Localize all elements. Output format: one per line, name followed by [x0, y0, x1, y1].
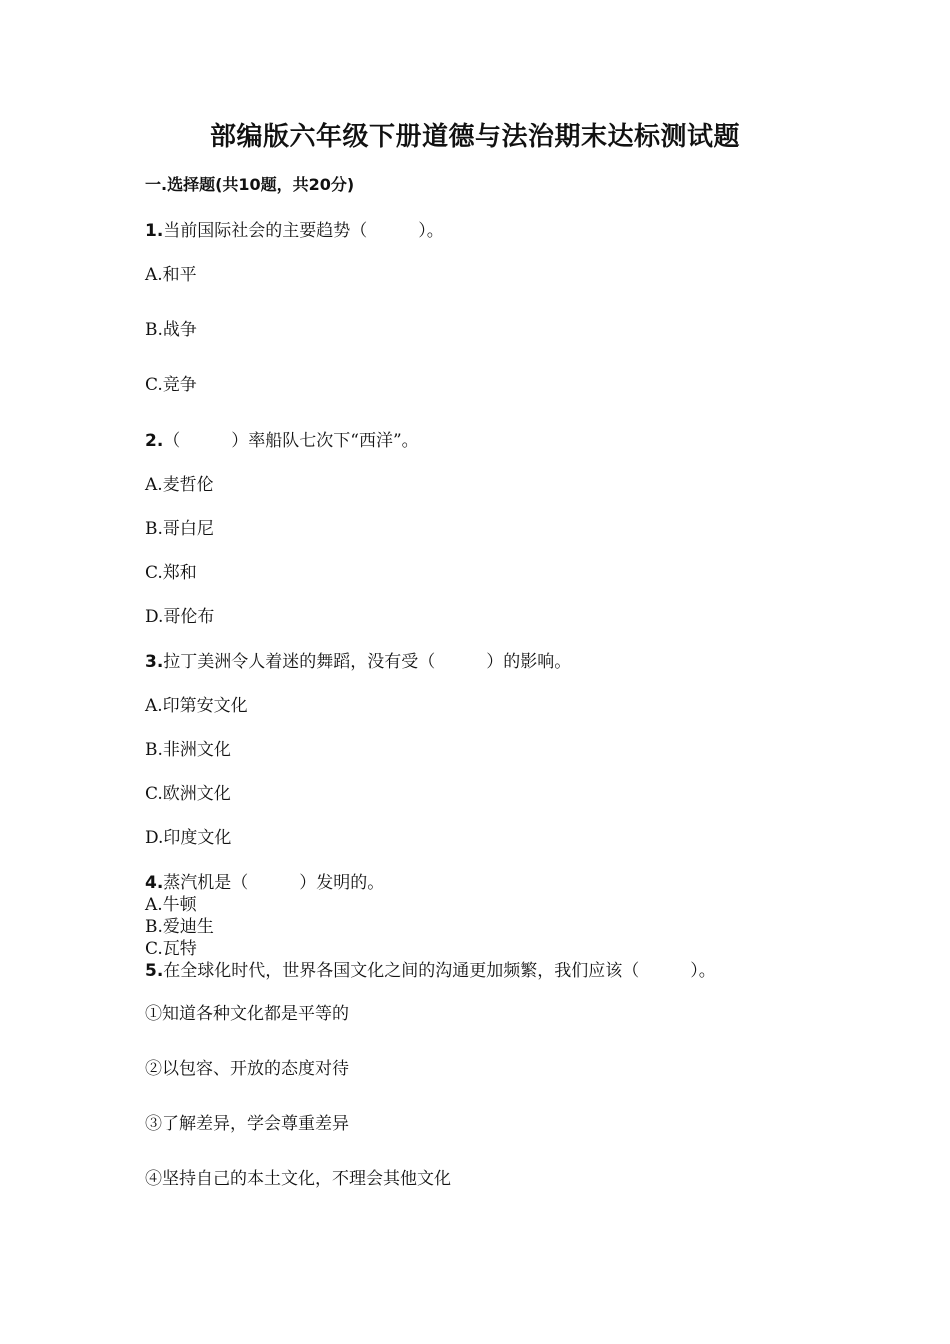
question-number: 3.: [145, 652, 164, 672]
option-a: A.牛顿: [145, 895, 197, 915]
option-c: C.瓦特: [145, 939, 197, 959]
option-a: A.印第安文化: [145, 696, 248, 716]
question-number: 5.: [145, 961, 164, 981]
question-text: 蒸汽机是（ ）发明的。: [163, 873, 385, 893]
option-a: A.麦哲伦: [145, 475, 214, 495]
question-text: （ ）率船队七次下“西洋”。: [163, 431, 419, 451]
option-d: D.印度文化: [145, 828, 232, 848]
option-d: D.哥伦布: [145, 607, 215, 627]
page-title: 部编版六年级下册道德与法治期末达标测试题: [209, 122, 740, 152]
question-5: [145, 956, 716, 981]
question-text: 当前国际社会的主要趋势（ ）。: [163, 221, 444, 241]
option-b: B.非洲文化: [145, 740, 231, 760]
option-b: B.哥白尼: [145, 519, 214, 539]
question-3: [145, 647, 571, 672]
question-number: 2.: [145, 431, 164, 451]
option-c: C.欧洲文化: [145, 784, 231, 804]
statement-4: ④坚持自己的本土文化，不理会其他文化: [145, 1169, 451, 1189]
option-a: A.和平: [145, 265, 197, 285]
question-1: [145, 216, 444, 241]
option-c: C.竞争: [145, 375, 197, 395]
option-c: C.郑和: [145, 563, 197, 583]
statement-3: ③了解差异，学会尊重差异: [145, 1114, 349, 1134]
question-2: [145, 426, 419, 451]
question-text: 在全球化时代，世界各国文化之间的沟通更加频繁，我们应该（ ）。: [163, 961, 716, 981]
question-number: 4.: [145, 873, 164, 893]
section-heading: 一.选择题(共10题，共20分): [145, 175, 355, 194]
statement-1: ①知道各种文化都是平等的: [145, 1004, 349, 1024]
question-text: 拉丁美洲令人着迷的舞蹈，没有受（ ）的影响。: [163, 652, 572, 672]
option-b: B.爱迪生: [145, 917, 214, 937]
question-number: 1.: [145, 221, 164, 241]
statement-2: ②以包容、开放的态度对待: [145, 1059, 349, 1079]
option-b: B.战争: [145, 320, 197, 340]
